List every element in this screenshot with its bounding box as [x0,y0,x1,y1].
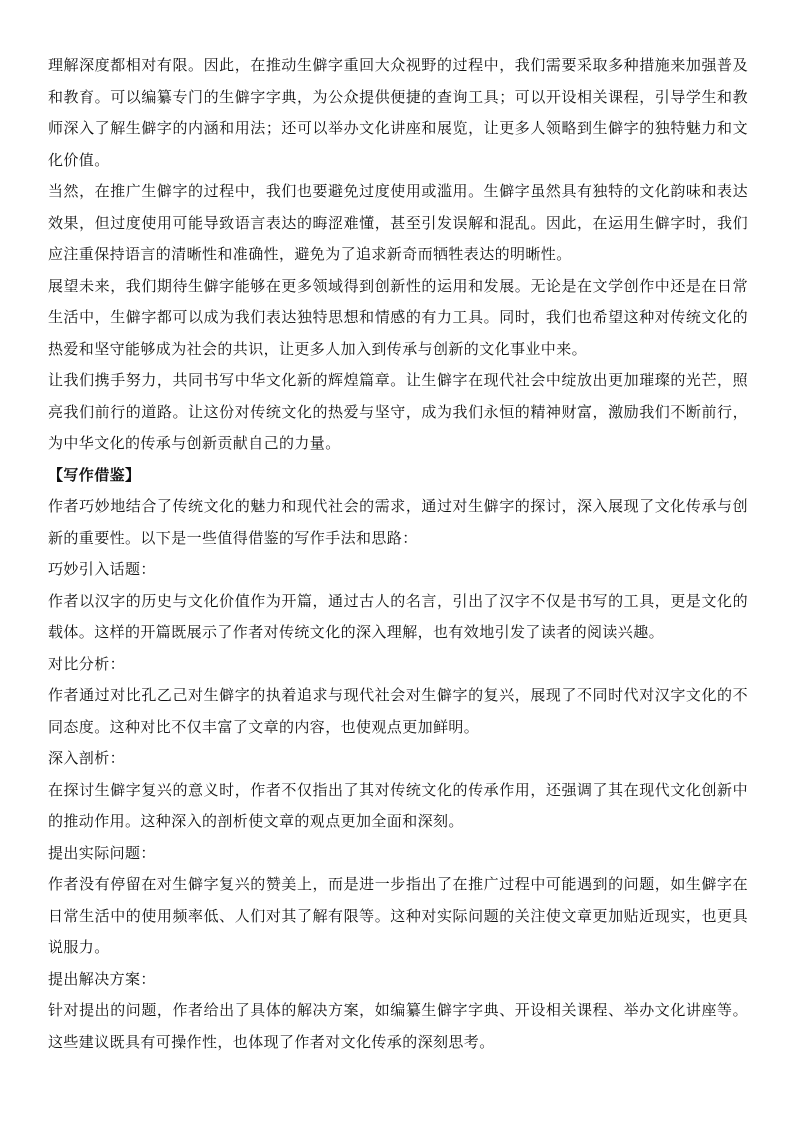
technique-title: 对比分析： [48,654,126,673]
technique-text: 作者以汉字的历史与文化价值作为开篇，通过古人的名言，引出了汉字不仅是书写的工具，更是文化的载体。这样的开篇既展示了作者对传统文化的深入理解，也有效地引发了读者的阅读兴趣。 [48,591,748,641]
technique-text: 作者没有停留在对生僻字复兴的赞美上，而是进一步指出了在推广过程中可能遇到的问题，如生僻字在日常生活中的使用频率低、人们对其了解有限等。这种对实际问题的关注使文章更加贴近现实，也更具说服力。 [48,875,748,956]
body-paragraph: 让我们携手努力，共同书写中华文化新的辉煌篇章。让生僻字在现代社会中绽放出更加璀璨的光芒，照亮我们前行的道路。让这份对传统文化的热爱与坚守，成为我们永恒的精神财富，激励我们不断前行，为中华文化的传承与创新贡献自己的力量。 [48,371,748,452]
technique-title: 巧妙引入话题： [48,560,156,578]
technique-text: 在探讨生僻字复兴的意义时，作者不仅指出了其对传统文化的传承作用，还强调了其在现代文化创新中的推动作用。这种深入的剖析使文章的观点更加全面和深刻。 [48,780,748,830]
technique-text: 针对提出的问题，作者给出了具体的解决方案，如编纂生僻字字典、开设相关课程、举办文化讲座等。这些建议既具有可操作性，也体现了作者对文化传承的深刻思考。 [48,1001,748,1051]
body-paragraph: 当然，在推广生僻字的过程中，我们也要避免过度使用或滥用。生僻字虽然具有独特的文化韵味和表达效果，但过度使用可能导致语言表达的晦涩难懂，甚至引发误解和混乱。因此，在运用生僻字时，我们应注重保持语言的清晰性和准确性，避免为了追求新奇而牺牲表达的明晰性。 [48,182,748,263]
technique-text: 作者通过对比孔乙己对生僻字的执着追求与现代社会对生僻字的复兴，展现了不同时代对汉字文化的不同态度。这种对比不仅丰富了文章的内容，也使观点更加鲜明。 [48,686,748,736]
section-intro: 作者巧妙地结合了传统文化的魅力和现代社会的需求，通过对生僻字的探讨，深入展现了文化传承与创新的重要性。以下是一些值得借鉴的写作手法和思路： [48,497,748,547]
technique-title: 提出实际问题： [48,843,156,862]
technique-title: 提出解决方案： [48,969,156,988]
body-paragraph: 理解深度都相对有限。因此，在推动生僻字重回大众视野的过程中，我们需要采取多种措施来加强普及和教育。可以编纂专门的生僻字字典，为公众提供便捷的查询工具；可以开设相关课程，引导学生和教师深入了解生僻字的内涵和用法；还可以举办文化讲座和展览，让更多人领略到生僻字的独特魅力和文化价值。 [48,56,748,169]
document-page [48,50,748,1058]
section-heading: 【写作借鉴】 [48,465,141,484]
body-paragraph: 展望未来，我们期待生僻字能够在更多领域得到创新性的运用和发展。无论是在文学创作中还是在日常生活中，生僻字都可以成为我们表达独特思想和情感的有力工具。同时，我们也希望这种对传统文化的热爱和坚守能够成为社会的共识，让更多人加入到传承与创新的文化事业中来。 [48,276,748,358]
technique-title: 深入剖析： [48,749,126,767]
